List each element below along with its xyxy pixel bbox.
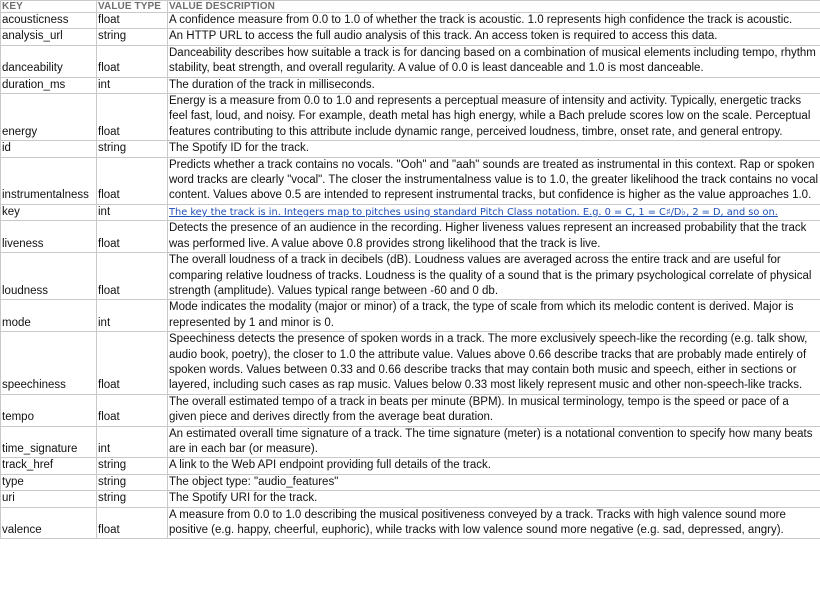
table-row bbox=[1, 394, 820, 426]
header-key[interactable]: KEY bbox=[1, 1, 97, 13]
cell-key[interactable]: mode bbox=[1, 300, 97, 332]
pitch-class-link[interactable]: The key the track is in. Integers map to pitches using standard Pitch Class notation. E.g. 0 = C, 1 = C♯/D♭, 2 = D, and so on. bbox=[169, 206, 778, 218]
cell-key[interactable]: energy bbox=[1, 94, 97, 141]
cell-value-type[interactable]: float bbox=[97, 394, 168, 426]
cell-value-type[interactable]: int bbox=[97, 204, 168, 220]
header-row bbox=[1, 1, 820, 13]
cell-key[interactable]: danceability bbox=[1, 45, 97, 77]
header-value-type[interactable]: VALUE TYPE bbox=[97, 1, 168, 13]
table-row bbox=[1, 300, 820, 332]
cell-value-type[interactable]: string bbox=[97, 141, 168, 157]
cell-value-type[interactable]: float bbox=[97, 94, 168, 141]
table-row bbox=[1, 204, 820, 220]
cell-key[interactable]: tempo bbox=[1, 394, 97, 426]
cell-value-description[interactable]: The Spotify ID for the track. bbox=[168, 141, 820, 157]
cell-key[interactable]: id bbox=[1, 141, 97, 157]
cell-value-type[interactable]: string bbox=[97, 458, 168, 474]
cell-value-description[interactable]: The object type: "audio_features" bbox=[168, 474, 820, 490]
cell-value-description[interactable]: A confidence measure from 0.0 to 1.0 of whether the track is acoustic. 1.0 represents high confidence the track is acoustic. bbox=[168, 13, 820, 29]
cell-value-type[interactable]: int bbox=[97, 77, 168, 93]
table-row bbox=[1, 141, 820, 157]
cell-key[interactable]: track_href bbox=[1, 458, 97, 474]
table-row bbox=[1, 157, 820, 204]
cell-value-description[interactable]: Danceability describes how suitable a track is for dancing based on a combination of musical elements including tempo, rhythm stability, beat strength, and overall regularity. A value of 0.0 is least danceable and 1.0 is most danceable. bbox=[168, 45, 820, 77]
cell-key[interactable]: instrumentalness bbox=[1, 157, 97, 204]
cell-value-type[interactable]: float bbox=[97, 332, 168, 395]
table-row bbox=[1, 77, 820, 93]
table-row bbox=[1, 458, 820, 474]
table-row bbox=[1, 29, 820, 45]
cell-value-type[interactable]: float bbox=[97, 45, 168, 77]
cell-key[interactable]: analysis_url bbox=[1, 29, 97, 45]
header-value-description[interactable]: VALUE DESCRIPTION bbox=[168, 1, 820, 13]
cell-key[interactable]: time_signature bbox=[1, 426, 97, 458]
table-row bbox=[1, 253, 820, 300]
cell-value-type[interactable]: float bbox=[97, 157, 168, 204]
cell-value-description[interactable]: A measure from 0.0 to 1.0 describing the musical positiveness conveyed by a track. Tracks with high valence sound more positive (e.g. happy, cheerful, euphoric), while tracks with low valence sound more negative (e.g. sad, depressed, angry). bbox=[168, 507, 820, 539]
table-body bbox=[1, 13, 820, 539]
cell-key[interactable]: speechiness bbox=[1, 332, 97, 395]
cell-key[interactable]: liveness bbox=[1, 221, 97, 253]
cell-value-description[interactable]: Predicts whether a track contains no vocals. "Ooh" and "aah" sounds are treated as instrumental in this context. Rap or spoken word tracks are clearly "vocal". The closer the instrumentalness value is to 1.0, the greater likelihood the track contains no vocal content. Values above 0.5 are intended to represent instrumental tracks, but confidence is higher as the value approaches 1.0. bbox=[168, 157, 820, 204]
table-row bbox=[1, 332, 820, 395]
cell-value-description[interactable]: An HTTP URL to access the full audio analysis of this track. An access token is required to access this data. bbox=[168, 29, 820, 45]
cell-value-type[interactable]: string bbox=[97, 29, 168, 45]
cell-key[interactable]: valence bbox=[1, 507, 97, 539]
cell-value-description[interactable]: Energy is a measure from 0.0 to 1.0 and represents a perceptual measure of intensity and activity. Typically, energetic tracks feel fast, loud, and noisy. For example, death metal has high energy, while a Bach prelude scores low on the scale. Perceptual features contributing to this attribute include dynamic range, perceived loudness, timbre, onset rate, and general entropy. bbox=[168, 94, 820, 141]
cell-key[interactable]: uri bbox=[1, 491, 97, 507]
cell-value-type[interactable]: float bbox=[97, 221, 168, 253]
cell-value-description[interactable]: The overall loudness of a track in decibels (dB). Loudness values are averaged across the entire track and are useful for comparing relative loudness of tracks. Loudness is the quality of a sound that is the primary psychological correlate of physical strength (amplitude). Values typical range between -60 and 0 db. bbox=[168, 253, 820, 300]
cell-value-type[interactable]: float bbox=[97, 507, 168, 539]
table-row bbox=[1, 474, 820, 490]
cell-value-description[interactable]: Speechiness detects the presence of spoken words in a track. The more exclusively speech-like the recording (e.g. talk show, audio book, poetry), the closer to 1.0 the attribute value. Values above 0.66 describe tracks that are probably made entirely of spoken words. Values between 0.33 and 0.66 describe tracks that may contain both music and speech, either in sections or layered, including such cases as rap music. Values below 0.33 most likely represent music and other non-speech-like tracks. bbox=[168, 332, 820, 395]
cell-key[interactable]: acousticness bbox=[1, 13, 97, 29]
table-row bbox=[1, 13, 820, 29]
cell-value-type[interactable]: float bbox=[97, 13, 168, 29]
cell-key[interactable]: key bbox=[1, 204, 97, 220]
cell-value-type[interactable]: string bbox=[97, 491, 168, 507]
cell-value-description[interactable] bbox=[168, 204, 820, 220]
cell-value-type[interactable]: int bbox=[97, 300, 168, 332]
cell-value-description[interactable]: A link to the Web API endpoint providing full details of the track. bbox=[168, 458, 820, 474]
cell-key[interactable]: duration_ms bbox=[1, 77, 97, 93]
cell-value-description[interactable]: The Spotify URI for the track. bbox=[168, 491, 820, 507]
table-row bbox=[1, 221, 820, 253]
cell-key[interactable]: loudness bbox=[1, 253, 97, 300]
cell-value-description[interactable]: The duration of the track in milliseconds. bbox=[168, 77, 820, 93]
cell-value-type[interactable]: int bbox=[97, 426, 168, 458]
cell-key[interactable]: type bbox=[1, 474, 97, 490]
cell-value-description[interactable]: The overall estimated tempo of a track in beats per minute (BPM). In musical terminology, tempo is the speed or pace of a given piece and derives directly from the average beat duration. bbox=[168, 394, 820, 426]
table-row bbox=[1, 426, 820, 458]
cell-value-description[interactable]: Mode indicates the modality (major or minor) of a track, the type of scale from which its melodic content is derived. Major is represented by 1 and minor is 0. bbox=[168, 300, 820, 332]
table-row bbox=[1, 45, 820, 77]
table-row bbox=[1, 507, 820, 539]
cell-value-description[interactable]: Detects the presence of an audience in the recording. Higher liveness values represent an increased probability that the track was performed live. A value above 0.8 provides strong likelihood that the track is live. bbox=[168, 221, 820, 253]
table-row bbox=[1, 94, 820, 141]
cell-value-type[interactable]: string bbox=[97, 474, 168, 490]
cell-value-description[interactable]: An estimated overall time signature of a track. The time signature (meter) is a notational convention to specify how many beats are in each bar (or measure). bbox=[168, 426, 820, 458]
table-row bbox=[1, 491, 820, 507]
cell-value-type[interactable]: float bbox=[97, 253, 168, 300]
